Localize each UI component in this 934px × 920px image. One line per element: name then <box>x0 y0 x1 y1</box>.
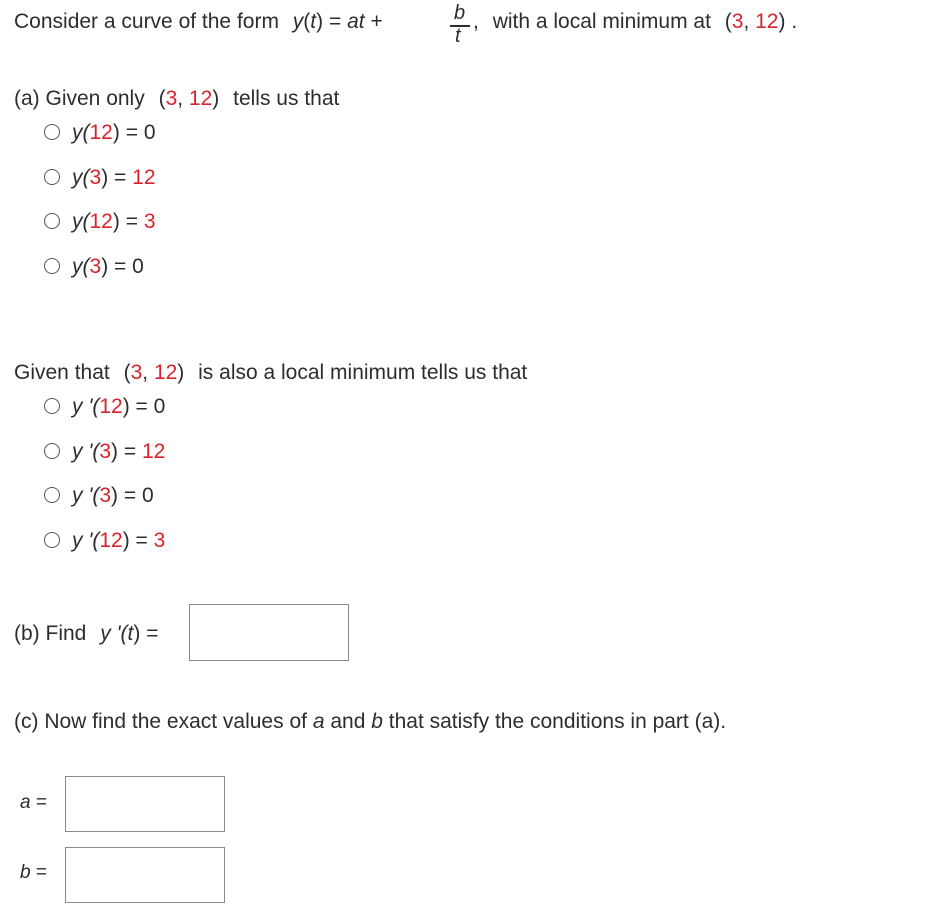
option-val: 3 <box>153 529 166 552</box>
fraction-denominator: t <box>455 25 461 47</box>
option-arg: 12 <box>89 121 113 144</box>
part-c-question <box>14 710 726 734</box>
intro-point-open: ( <box>724 10 732 33</box>
part-c-text-1: (c) Now find the exact values of <box>14 710 307 733</box>
option-eq: = <box>135 395 148 418</box>
part-c-b: b <box>371 710 383 733</box>
part-b-eq: = <box>146 622 159 645</box>
option-arg: 12 <box>89 210 113 233</box>
option-eq: = <box>125 121 138 144</box>
radio-button[interactable] <box>44 169 60 185</box>
intro-prefix: Consider a curve of the form <box>14 10 279 33</box>
option-rp: ) <box>101 166 109 189</box>
part-a2-point-open: ( <box>123 361 131 384</box>
option-val: 0 <box>132 255 144 278</box>
option-eq: = <box>114 166 127 189</box>
part-c-a: a <box>312 710 325 733</box>
option-eq: = <box>125 210 138 233</box>
radio-button[interactable] <box>44 258 60 274</box>
option-val: 12 <box>132 166 156 189</box>
option-rp: ) <box>111 440 119 463</box>
radio-button[interactable] <box>44 398 60 414</box>
option-eq: = <box>123 440 137 463</box>
part-a-point-x: 3 <box>165 87 178 110</box>
option-arg: 12 <box>99 395 123 418</box>
option-rp: ) <box>112 210 120 233</box>
option-rp: ) <box>112 121 120 144</box>
part-a-suffix: tells us that <box>233 87 340 110</box>
option-eq: = <box>114 255 127 278</box>
part-a2-point-close: ) <box>177 361 185 384</box>
part-a2-point-sep: , <box>142 361 154 384</box>
part-a-point-y: 12 <box>188 87 213 110</box>
option-label <box>72 210 156 234</box>
option-label <box>72 484 154 508</box>
radio-button[interactable] <box>44 443 60 459</box>
b-label-eq: = <box>35 862 47 883</box>
part-c-and: and <box>330 710 366 733</box>
part-c-text-2: that satisfy the conditions in part (a). <box>388 710 727 733</box>
option-fn: y( <box>72 255 90 278</box>
part-a2-point-y: 12 <box>153 361 178 384</box>
option-fn: y '( <box>72 484 100 507</box>
part-b-fn: y '( <box>100 622 128 645</box>
option-val: 0 <box>141 484 154 507</box>
option-val: 0 <box>143 121 156 144</box>
part-b-var: t <box>127 622 134 645</box>
radio-button[interactable] <box>44 124 60 140</box>
part-a-prefix: (a) Given only <box>14 87 145 110</box>
option-fn: y '( <box>72 529 100 552</box>
part-a2-question <box>14 361 527 385</box>
intro-point-sep: , <box>743 10 756 33</box>
radio-button[interactable] <box>44 487 60 503</box>
intro-at-term: at <box>347 10 365 33</box>
option-rp: ) <box>122 529 130 552</box>
option-val: 3 <box>143 210 156 233</box>
radio-button[interactable] <box>44 213 60 229</box>
option-arg: 3 <box>89 166 102 189</box>
option-fn: y( <box>72 121 90 144</box>
option-val: 0 <box>153 395 166 418</box>
b-value-input[interactable] <box>65 847 225 903</box>
intro-statement <box>14 10 383 34</box>
b-label <box>20 862 47 884</box>
option-fn: y '( <box>72 395 100 418</box>
option-label <box>72 121 156 145</box>
intro-func-y: y <box>292 10 304 33</box>
option-fn: y( <box>72 210 90 233</box>
part-a-point-open: ( <box>158 87 166 110</box>
part-a-point-sep: , <box>177 87 189 110</box>
part-a-question <box>14 87 339 111</box>
option-label <box>72 440 165 464</box>
a-label <box>20 792 47 814</box>
option-eq: = <box>135 529 148 552</box>
part-a2-suffix: is also a local minimum tells us that <box>198 361 528 384</box>
intro-comma: , <box>473 10 479 33</box>
part-b-answer-input[interactable] <box>189 604 349 661</box>
fraction-numerator: b <box>454 2 466 24</box>
option-label <box>72 395 165 419</box>
option-label <box>72 529 165 553</box>
option-label <box>72 255 144 279</box>
part-b-label <box>14 622 159 646</box>
part-a2-prefix: Given that <box>14 361 110 384</box>
option-arg: 3 <box>99 484 112 507</box>
option-fn: y( <box>72 166 90 189</box>
option-val: 12 <box>141 440 166 463</box>
part-b-rp: ) <box>133 622 141 645</box>
a-label-eq: = <box>35 792 47 813</box>
intro-plus: + <box>370 10 383 33</box>
option-rp: ) <box>101 255 109 278</box>
intro-suffix-line <box>473 10 797 34</box>
part-a-point-close: ) <box>212 87 220 110</box>
intro-period: . <box>791 10 798 33</box>
intro-point-y: 12 <box>755 10 779 33</box>
intro-suffix: with a local minimum at <box>492 10 711 33</box>
option-arg: 3 <box>99 440 112 463</box>
option-fn: y '( <box>72 440 100 463</box>
part-a2-point-x: 3 <box>130 361 143 384</box>
intro-func-rp: ) <box>316 10 324 33</box>
intro-func-t: t <box>310 10 317 33</box>
intro-func-lp: ( <box>303 10 311 33</box>
option-arg: 3 <box>89 255 102 278</box>
a-value-input[interactable] <box>65 776 225 832</box>
option-rp: ) <box>111 484 119 507</box>
option-arg: 12 <box>99 529 123 552</box>
intro-point-close: ) <box>778 10 786 33</box>
a-label-var: a <box>20 792 31 813</box>
b-label-var: b <box>20 862 31 883</box>
option-rp: ) <box>122 395 130 418</box>
radio-button[interactable] <box>44 532 60 548</box>
part-b-prefix: (b) Find <box>14 622 87 645</box>
option-eq: = <box>123 484 137 507</box>
intro-equals: = <box>328 10 342 33</box>
option-label <box>72 166 156 190</box>
intro-fraction <box>450 2 472 48</box>
intro-point-x: 3 <box>731 10 744 33</box>
